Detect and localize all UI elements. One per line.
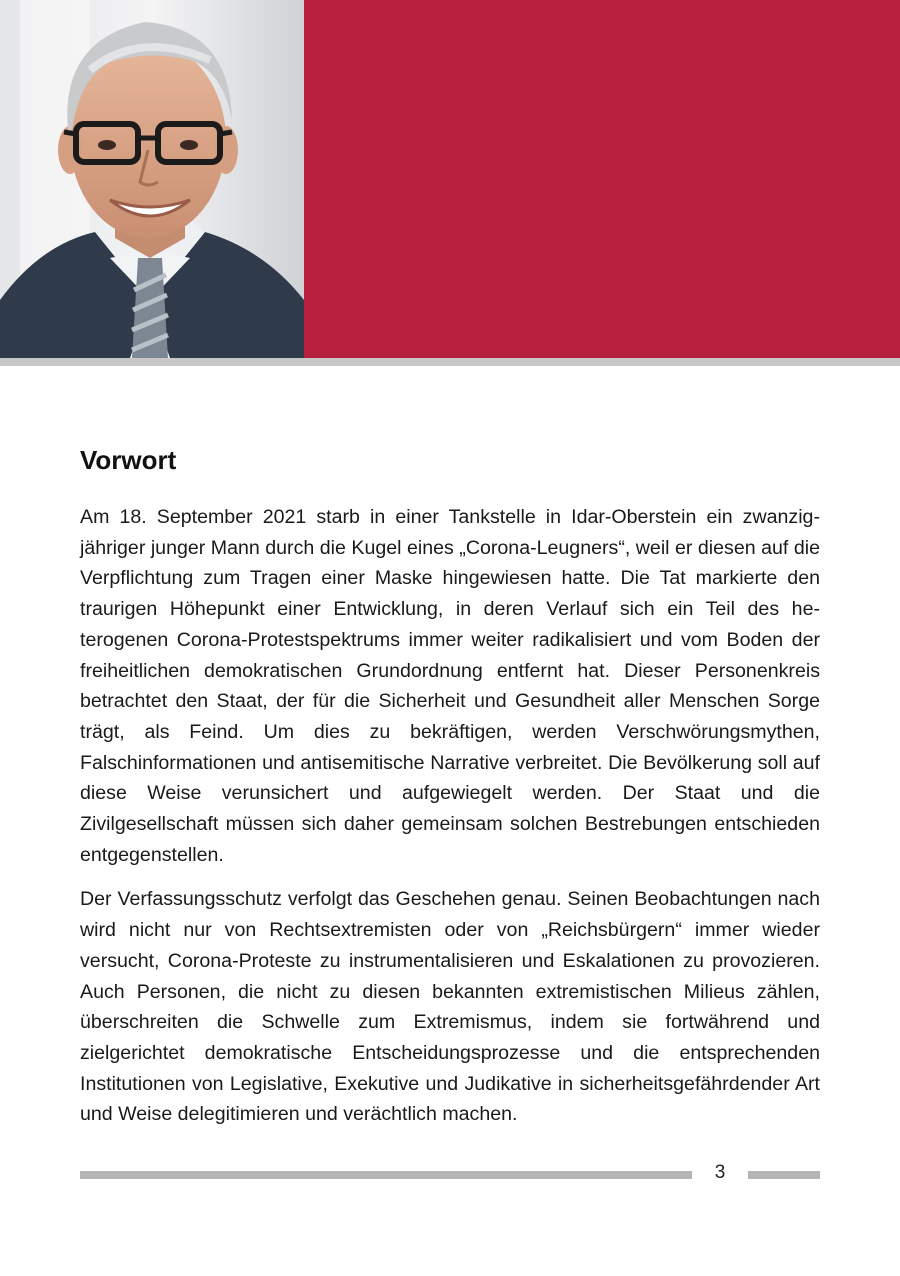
article-title: Vorwort bbox=[80, 445, 177, 475]
page-footer bbox=[80, 1160, 820, 1186]
footer-divider-left bbox=[80, 1171, 692, 1179]
portrait-illustration bbox=[0, 0, 304, 358]
header bbox=[0, 0, 900, 368]
article-paragraph-2: Der Verfassungsschutz verfolgt das Geschehen genau. Seinen Beobachtungen nach wird nicht nur von Rechtsextremisten oder von „Reichsbürgern“ immer wieder versucht, Corona-Proteste zu instrumentalisieren und Eskalationen zu provozieren. Auch Personen, die nicht zu diesen bekannten extremistischen Milieus zählen, überschreiten die Schwelle zum Extremismus, indem sie fortwährend und zielgerichtet demokratische Entscheidungsprozesse und die entsprechenden Institutionen von Legislative, Exekutive und Judikative in sicherheitsgefährdender Art und Weise delegitimieren und verächtlich machen. bbox=[80, 888, 820, 1126]
article-paragraph-1: Am 18. September 2021 starb in einer Tankstelle in Idar-Oberstein ein zwanzigjähriger junger Mann durch die Kugel eines „Corona-Leugners“, weil er diesen auf die Verpflichtung zum Tragen einer Maske hingewiesen hatte. Die Tat markierte den traurigen Höhepunkt einer Entwicklung, in deren Verlauf sich ein Teil des heterogenen Corona-Protestspektrums immer weiter radikalisiert und vom Boden der freiheitlichen demokratischen Grundordnung entfernt hat. Dieser Personenkreis betrachtet den Staat, der für die Sicherheit und Gesundheit aller Menschen Sorge trägt, als Feind. Um dies zu bekräftigen, werden Verschwörungsmythen, Falschinformationen und antisemitische Narrative verbreitet. Die Bevölkerung soll auf diese Weise verunsichert und aufgewiegelt werden. Der Staat und die Zivilgesellschaft müssen sich daher gemeinsam solchen Bestrebungen entschieden entgegenstellen. bbox=[80, 506, 820, 866]
footer-divider-right bbox=[748, 1171, 820, 1179]
header-divider bbox=[0, 358, 900, 366]
article bbox=[80, 440, 820, 1144]
portrait-photo bbox=[0, 0, 304, 358]
header-color-block bbox=[304, 0, 900, 358]
page-number: 3 bbox=[714, 1162, 726, 1183]
